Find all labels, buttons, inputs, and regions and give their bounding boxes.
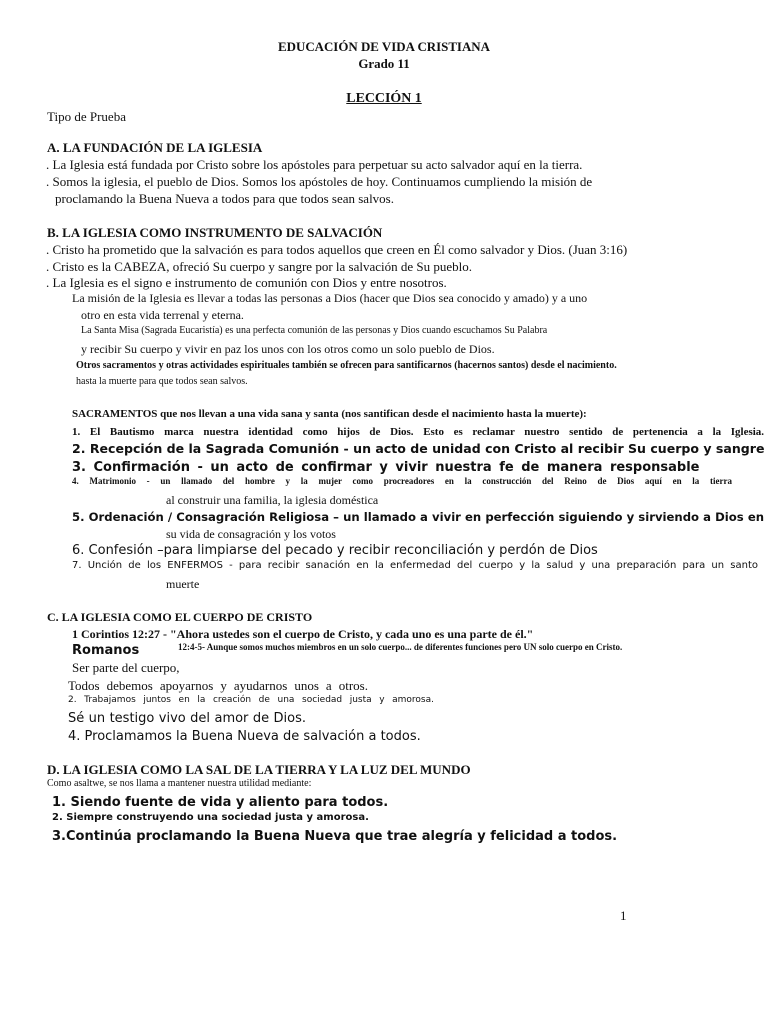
- section-c-line: Todos debemos apoyarnos y ayudarnos unos a otros.: [68, 678, 368, 693]
- section-d-item: 3.Continúa proclamando la Buena Nueva que trae alegría y felicidad a todos.: [52, 829, 618, 844]
- section-a-heading: A. LA FUNDACIÓN DE LA IGLESIA: [47, 140, 263, 155]
- section-d-intro: Como asaltwe, se nos llama a mantener nuestra utilidad mediante:: [47, 778, 312, 789]
- section-b-line: . La Iglesia es el signo e instrumento de comunión con Dios y entre nosotros.: [46, 275, 447, 290]
- section-d-heading: D. LA IGLESIA COMO LA SAL DE LA TIERRA Y LA LUZ DEL MUNDO: [47, 762, 471, 777]
- section-b-line: otro en esta vida terrenal y eterna.: [81, 308, 244, 322]
- test-type-label: Tipo de Prueba: [47, 109, 126, 124]
- section-a-line: . Somos la iglesia, el pueblo de Dios. Somos los apóstoles de hoy. Continuamos cumpliendo la misión de: [46, 174, 593, 189]
- section-b-heading: B. LA IGLESIA COMO INSTRUMENTO DE SALVACIÓN: [47, 225, 383, 240]
- sacraments-heading: SACRAMENTOS que nos llevan a una vida sana y santa (nos santifican desde el nacimiento hasta la muerte):: [72, 408, 587, 420]
- sacrament-item: 4. Matrimonio - un llamado del hombre y la mujer como procreadores en la construcción del Reino de Dios aquí en la tierra: [72, 476, 732, 486]
- romans-text: 12:4-5- Aunque somos muchos miembros en un solo cuerpo... de diferentes funciones pero UN solo cuerpo en Cristo.: [178, 642, 623, 652]
- corinthians-quote: 1 Corintios 12:27 - "Ahora ustedes son el cuerpo de Cristo, y cada uno es una parte de él.": [72, 627, 534, 641]
- section-b-line: hasta la muerte para que todos sean salvos.: [76, 376, 248, 387]
- section-b-line: La misión de la Iglesia es llevar a todas las personas a Dios (hacer que Dios sea conocido y amado) y a uno: [72, 291, 588, 305]
- sacrament-item: 2. Recepción de la Sagrada Comunión - un acto de unidad con Cristo al recibir Su cuerpo y sangre: [72, 441, 765, 456]
- section-c-line: Sé un testigo vivo del amor de Dios.: [68, 711, 306, 726]
- sacrament-item: 1. El Bautismo marca nuestra identidad como hijos de Dios. Esto es reclamar nuestro sentido de pertenencia a la Iglesia.: [72, 426, 764, 438]
- section-a-line: proclamando la Buena Nueva a todos para que todos sean salvos.: [55, 191, 394, 206]
- section-a-line: . La Iglesia está fundada por Cristo sobre los apóstoles para perpetuar su acto salvador aquí en la tierra.: [46, 157, 583, 172]
- section-c-line: 4. Proclamamos la Buena Nueva de salvación a todos.: [68, 729, 421, 744]
- section-c-line: 2. Trabajamos juntos en la creación de una sociedad justa y amorosa.: [68, 695, 434, 705]
- romans-label: Romanos: [72, 643, 140, 658]
- section-c-line: Ser parte del cuerpo,: [72, 660, 180, 675]
- sacrament-item: 6. Confesión –para limpiarse del pecado y recibir reconciliación y perdón de Dios: [72, 543, 598, 558]
- sacrament-item: 5. Ordenación / Consagración Religiosa – un llamado a vivir en perfección siguiendo y sirviendo a Dios en: [72, 510, 764, 524]
- document-title: EDUCACIÓN DE VIDA CRISTIANA: [278, 39, 490, 54]
- sacrament-item: muerte: [166, 577, 200, 591]
- sacrament-item: su vida de consagración y los votos: [166, 527, 336, 541]
- section-b-line: Otros sacramentos y otras actividades espirituales también se ofrecen para santificarnos (hacernos santos) desde el nacimiento.: [76, 360, 617, 371]
- section-c-heading: C. LA IGLESIA COMO EL CUERPO DE CRISTO: [47, 610, 313, 624]
- section-b-line: . Cristo ha prometido que la salvación es para todos aquellos que creen en Él como salvador y Dios. (Juan 3:16): [46, 242, 628, 257]
- page-number: 1: [620, 908, 627, 923]
- section-d-item: 2. Siempre construyendo una sociedad justa y amorosa.: [52, 812, 369, 823]
- grade-label: Grado 11: [358, 56, 410, 71]
- sacrament-item: al construir una familia, la iglesia doméstica: [166, 493, 379, 507]
- sacrament-item: 7. Unción de los ENFERMOS - para recibir sanación en la enfermedad del cuerpo y la salud y una preparación para un santo: [72, 560, 758, 571]
- section-b-line: La Santa Misa (Sagrada Eucaristía) es una perfecta comunión de las personas y Dios cuando escuchamos Su Palabra: [81, 325, 548, 336]
- section-b-line: . Cristo es la CABEZA, ofreció Su cuerpo y sangre por la salvación de Su pueblo.: [46, 259, 473, 274]
- sacrament-item: 3. Confirmación - un acto de confirmar y vivir nuestra fe de manera responsable: [72, 460, 700, 475]
- section-d-item: 1. Siendo fuente de vida y aliento para todos.: [52, 795, 389, 810]
- section-b-line: y recibir Su cuerpo y vivir en paz los unos con los otros como un solo pueblo de Dios.: [81, 342, 495, 356]
- lesson-title: LECCIÓN 1: [346, 91, 422, 106]
